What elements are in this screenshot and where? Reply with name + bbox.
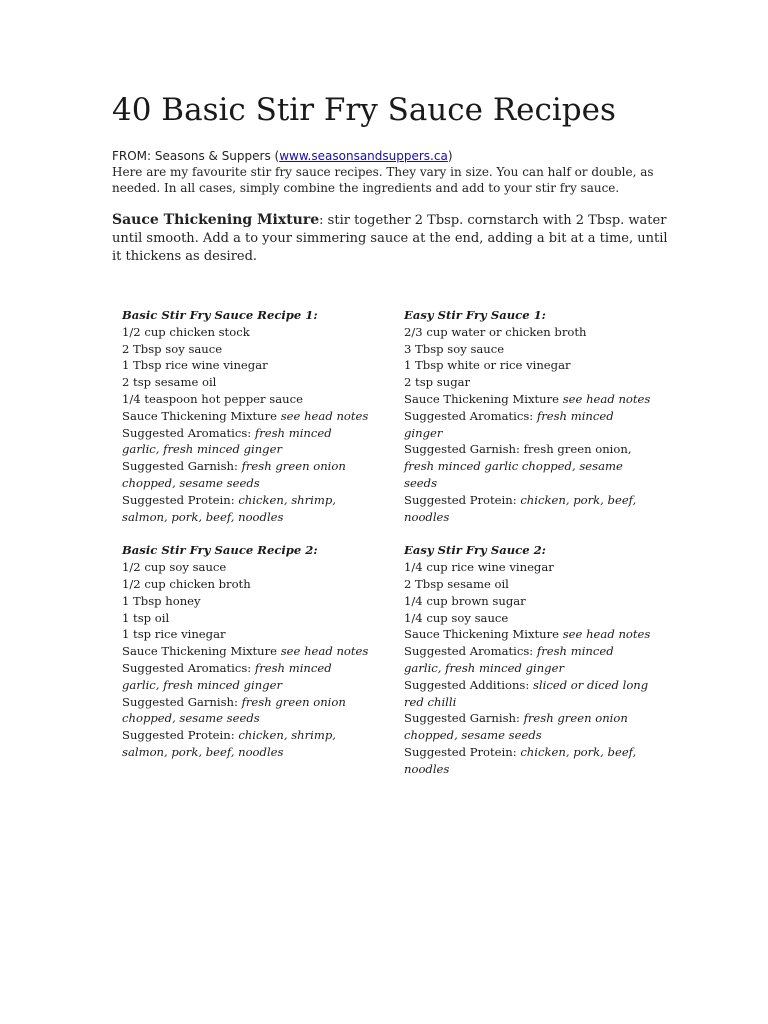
from-prefix: FROM: Seasons & Suppers ( xyxy=(112,149,280,163)
suggestion-value: fresh minced ginger xyxy=(404,408,614,440)
suggestion-suggested-aromatics xyxy=(122,425,372,459)
ingredient-item: 1 tsp oil xyxy=(122,610,170,625)
recipe-title: Easy Stir Fry Sauce 1: xyxy=(404,308,546,322)
ingredient-item: 1 tsp rice vinegar xyxy=(122,627,226,642)
recipes-left-column xyxy=(122,307,372,778)
recipes-right-column xyxy=(404,307,654,795)
thickening-label: Sauce Thickening Mixture xyxy=(122,644,278,659)
recipe-title: Basic Stir Fry Sauce Recipe 1: xyxy=(122,308,318,322)
ingredient-item: 1/2 cup chicken stock xyxy=(122,324,250,339)
suggestion-value: chicken, pork, beef, noodles xyxy=(404,744,637,776)
suggestion-value: fresh minced garlic chopped, sesame seeds xyxy=(404,459,623,490)
thickening-label: Sauce Thickening Mixture xyxy=(404,627,560,642)
suggestion-label: Suggested Garnish: xyxy=(404,711,520,726)
thickening-reference xyxy=(404,626,654,643)
suggestion-label: Suggested Aromatics: xyxy=(122,425,252,440)
suggestion-value: chicken, shrimp, salmon, pork, beef, noodles xyxy=(122,492,336,524)
source-link[interactable]: www.seasonsandsuppers.ca xyxy=(279,149,448,163)
suggestion-value: fresh minced garlic, fresh minced ginger xyxy=(404,644,614,675)
ingredient-item: 2 tsp sugar xyxy=(404,375,471,390)
suggestion-value: fresh green onion chopped, sesame seeds xyxy=(122,694,346,726)
suggestion-value: fresh minced garlic, fresh minced ginger xyxy=(122,660,332,692)
thickening-reference xyxy=(122,408,372,425)
suggestion-value: fresh minced garlic, fresh minced ginger xyxy=(122,425,332,457)
suggestion-label: Suggested Garnish: xyxy=(122,459,238,474)
ingredient-item: 1/2 cup soy sauce xyxy=(122,560,227,575)
ingredient-item: 2/3 cup water or chicken broth xyxy=(404,324,587,339)
suggestion-value: sliced or diced long red chilli xyxy=(404,677,649,709)
thickening-label: Sauce Thickening Mixture xyxy=(404,391,560,406)
thickening-heading: Sauce Thickening Mixture xyxy=(112,212,320,228)
thickening-text: : stir together 2 Tbsp. cornstarch with 2 Tbsp. water until smooth. Add a to your simmering sauce at the end, adding a bit at a time, until it thickens as desired. xyxy=(112,213,668,264)
intro-block xyxy=(112,148,672,196)
recipe-block xyxy=(404,307,654,525)
recipe-block xyxy=(122,307,372,525)
suggestion-label: Suggested Aromatics: xyxy=(404,644,534,659)
ingredient-item: 1/4 cup brown sugar xyxy=(404,593,526,608)
ingredient-item: 1/4 cup rice wine vinegar xyxy=(404,560,554,575)
suggestion-label: Suggested Garnish: fresh green onion, xyxy=(404,442,632,457)
recipe-title: Basic Stir Fry Sauce Recipe 2: xyxy=(122,543,318,558)
ingredient-item: 1/4 cup soy sauce xyxy=(404,610,509,625)
source-line xyxy=(112,148,672,164)
suggestion-suggested-garnish xyxy=(404,710,654,744)
ingredient-item: 1 Tbsp honey xyxy=(122,593,201,608)
suggestion-value: fresh green onion chopped, sesame seeds xyxy=(122,459,346,490)
suggestion-label: Suggested Protein: xyxy=(122,728,235,743)
suggestion-suggested-garnish xyxy=(404,441,654,491)
page-title: 40 Basic Stir Fry Sauce Recipes xyxy=(112,92,616,128)
suggestion-value: chicken, shrimp, salmon, pork, beef, noodles xyxy=(122,728,336,759)
thickening-block xyxy=(112,211,672,266)
intro-text: Here are my favourite stir fry sauce recipes. They vary in size. You can half or double, as needed. In all cases, simply combine the ingredients and add to your stir fry sauce. xyxy=(112,165,654,195)
thickening-value: see head notes xyxy=(562,391,651,406)
suggestion-suggested-garnish xyxy=(122,694,372,728)
thickening-label: Sauce Thickening Mixture xyxy=(122,408,278,423)
recipe-block xyxy=(122,542,372,760)
suggestion-value: fresh green onion chopped, sesame seeds xyxy=(404,711,628,743)
suggestion-label: Suggested Protein: xyxy=(122,492,235,507)
suggestion-value: chicken, pork, beef, noodles xyxy=(404,492,637,524)
suggestion-label: Suggested Garnish: xyxy=(122,694,238,709)
from-suffix: ) xyxy=(447,149,453,163)
ingredient-item: 2 tsp sesame oil xyxy=(122,375,217,390)
ingredient-item: 3 Tbsp soy sauce xyxy=(404,341,505,356)
suggestion-label: Suggested Aromatics: xyxy=(404,408,534,423)
suggestion-label: Suggested Additions: xyxy=(404,677,530,692)
suggestion-suggested-garnish xyxy=(122,458,372,492)
suggestion-suggested-aromatics xyxy=(404,643,654,677)
thickening-value: see head notes xyxy=(280,644,369,659)
suggestion-suggested-additions xyxy=(404,677,654,711)
suggestion-suggested-aromatics xyxy=(122,660,372,694)
ingredient-item: 2 Tbsp soy sauce xyxy=(122,341,223,356)
ingredient-item: 1 Tbsp rice wine vinegar xyxy=(122,358,268,373)
recipe-block xyxy=(404,542,654,777)
recipe-title: Easy Stir Fry Sauce 2: xyxy=(404,543,546,558)
suggestion-suggested-protein xyxy=(404,744,654,778)
suggestion-label: Suggested Protein: xyxy=(404,492,517,507)
suggestion-suggested-aromatics xyxy=(404,408,654,442)
thickening-value: see head notes xyxy=(562,627,651,642)
suggestion-label: Suggested Aromatics: xyxy=(122,660,252,675)
ingredient-item: 1/4 teaspoon hot pepper sauce xyxy=(122,391,303,406)
suggestion-label: Suggested Protein: xyxy=(404,744,517,759)
suggestion-suggested-protein xyxy=(122,492,372,526)
ingredient-item: 1 Tbsp white or rice vinegar xyxy=(404,358,571,373)
ingredient-item: 1/2 cup chicken broth xyxy=(122,576,251,591)
suggestion-suggested-protein xyxy=(122,727,372,761)
ingredient-item: 2 Tbsp sesame oil xyxy=(404,576,509,591)
suggestion-suggested-protein xyxy=(404,492,654,526)
thickening-reference xyxy=(404,391,654,408)
thickening-value: see head notes xyxy=(280,408,369,423)
thickening-reference xyxy=(122,643,372,660)
